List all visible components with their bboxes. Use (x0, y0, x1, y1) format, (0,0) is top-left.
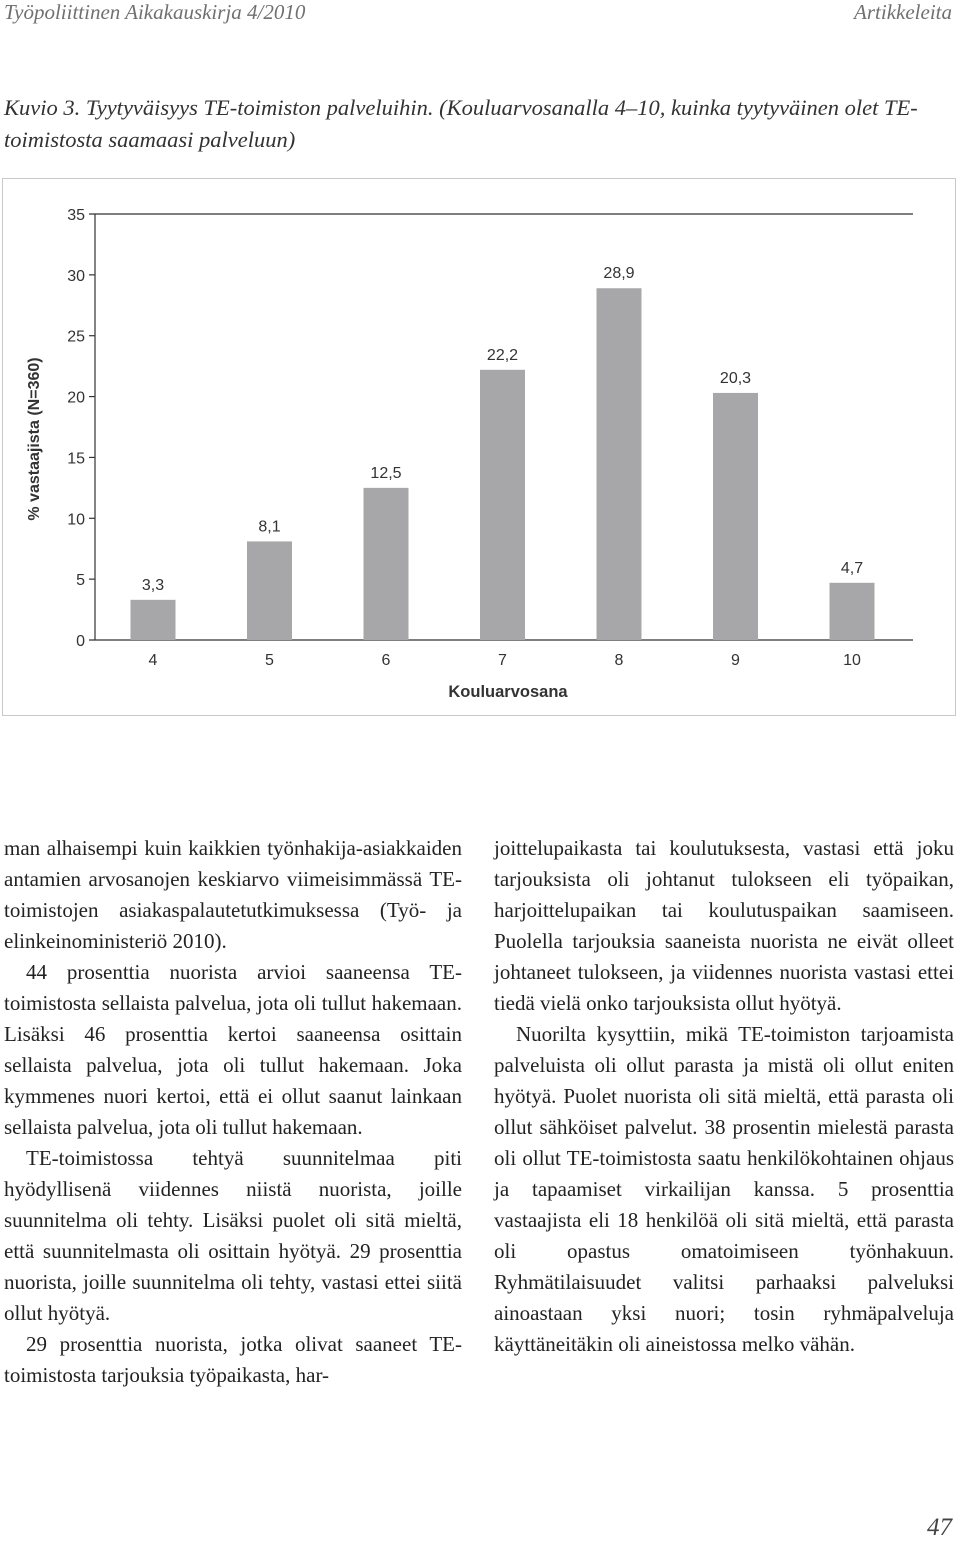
y-tick-label: 25 (67, 328, 85, 346)
bar-value-label: 3,3 (141, 576, 165, 594)
bar-chart (3, 179, 955, 715)
y-tick-label: 30 (67, 267, 85, 285)
journal-title: Työpoliittinen Aikakauskirja 4/2010 (4, 0, 306, 24)
x-tick-label: 4 (148, 652, 158, 669)
body-column-left (4, 833, 462, 1391)
page-number: 47 (927, 1514, 952, 1541)
y-tick-label: 0 (76, 633, 85, 650)
bar-value-label: 8,1 (258, 518, 281, 536)
paragraph: joittelupaikasta tai koulutuksesta, vastasi että joku tarjouksista oli johtanut tulokseen eli työpaikan, harjoittelupaikan tai koulutuspaikan saamiseen. Puolella tarjouksia saaneista nuorista ne eivät olleet johtaneet tulokseen, ja viidennes nuorista vastasi ettei tiedä vielä onko tarjouksista ollut hyötyä. (494, 836, 954, 1015)
y-tick-label: 15 (67, 450, 85, 468)
running-head (4, 0, 952, 28)
bar (597, 288, 642, 640)
paragraph: man alhaisempi kuin kaikkien työnhakija-asiakkaiden antamien arvosanojen keskiarvo viimeisimmässä TE-toimistojen asiakaspalautetutkimuksessa (Työ- ja elinkeinoministeriö 2010). (4, 836, 462, 953)
x-tick-label: 9 (731, 652, 740, 669)
x-tick-label: 10 (843, 652, 861, 669)
bar-value-label: 12,5 (370, 464, 402, 482)
y-tick-label: 20 (67, 389, 85, 407)
body-column-right (494, 833, 954, 1360)
y-tick-label: 10 (67, 511, 85, 529)
paragraph: 44 prosenttia nuorista arvioi saaneensa TE-toimistosta sellaista palvelua, jota oli tullut hakemaan. Lisäksi 46 prosenttia kertoi saaneensa osittain sellaista palvelua, jota oli tullut hakemaan. Joka kymmenes nuori kertoi, että ei ollut saanut lainkaan sellaista palvelua, jota oli tullut hakemaan. (4, 960, 462, 1139)
paragraph: TE-toimistossa tehtyä suunnitelmaa piti hyödyllisenä viidennes niistä nuorista, joille suunnitelma oli tehty. Lisäksi puolet oli sitä mieltä, että suunnitelmasta oli osittain hyötyä. 29 prosenttia nuorista, joille suunnitelma oli tehty, vastasi ettei siitä ollut hyötyä. (4, 1146, 462, 1325)
y-tick-label: 35 (67, 207, 85, 224)
x-axis-title: Kouluarvosana (448, 683, 568, 701)
bar (247, 541, 292, 640)
bar (480, 370, 525, 640)
x-tick-label: 5 (265, 652, 274, 669)
bar (364, 488, 409, 640)
bar-value-label: 20,3 (719, 369, 752, 387)
bar (830, 583, 875, 640)
x-tick-label: 7 (498, 652, 507, 669)
bar-value-label: 4,7 (840, 559, 864, 577)
chart-frame (2, 178, 956, 716)
y-tick-label: 5 (76, 572, 85, 590)
section-name: Artikkeleita (854, 0, 952, 24)
paragraph: Nuorilta kysyttiin, mikä TE-toimiston tarjoamista palveluista oli ollut parasta ja mistä oli ollut eniten hyötyä. Puolet nuorista oli sitä mieltä, että parasta oli ollut sähköiset palvelut. 38 prosentin mielestä parasta oli ollut TE-toimistosta saatu henkilökohtainen ohjaus ja tapaamiset virkailijan kanssa. 5 prosenttia vastaajista eli 18 henkilöä oli sitä mieltä, että parasta oli opastus omatoimiseen työnhakuun. Ryhmätilaisuudet valitsi parhaaksi palveluksi ainoastaan yksi nuori; tosin ryhmäpalveluja käyttäneitäkin oli aineistossa melko vähän. (494, 1022, 954, 1356)
bar-value-label: 28,9 (603, 265, 635, 283)
bar-value-label: 22,2 (486, 346, 519, 364)
figure-caption: Kuvio 3. Tyytyväisyys TE-toimiston palveluihin. (Kouluarvosanalla 4–10, kuinka tyytyväinen olet TE-toimistosta saamaasi palveluun) (4, 95, 918, 152)
y-axis-title: % vastaajista (N=360) (26, 357, 43, 521)
paragraph: 29 prosenttia nuorista, jotka olivat saaneet TE-toimistosta tarjouksia työpaikasta, har- (4, 1332, 462, 1387)
bar (131, 600, 176, 640)
bar (713, 393, 758, 640)
x-tick-label: 8 (614, 652, 624, 669)
x-tick-label: 6 (381, 652, 391, 669)
